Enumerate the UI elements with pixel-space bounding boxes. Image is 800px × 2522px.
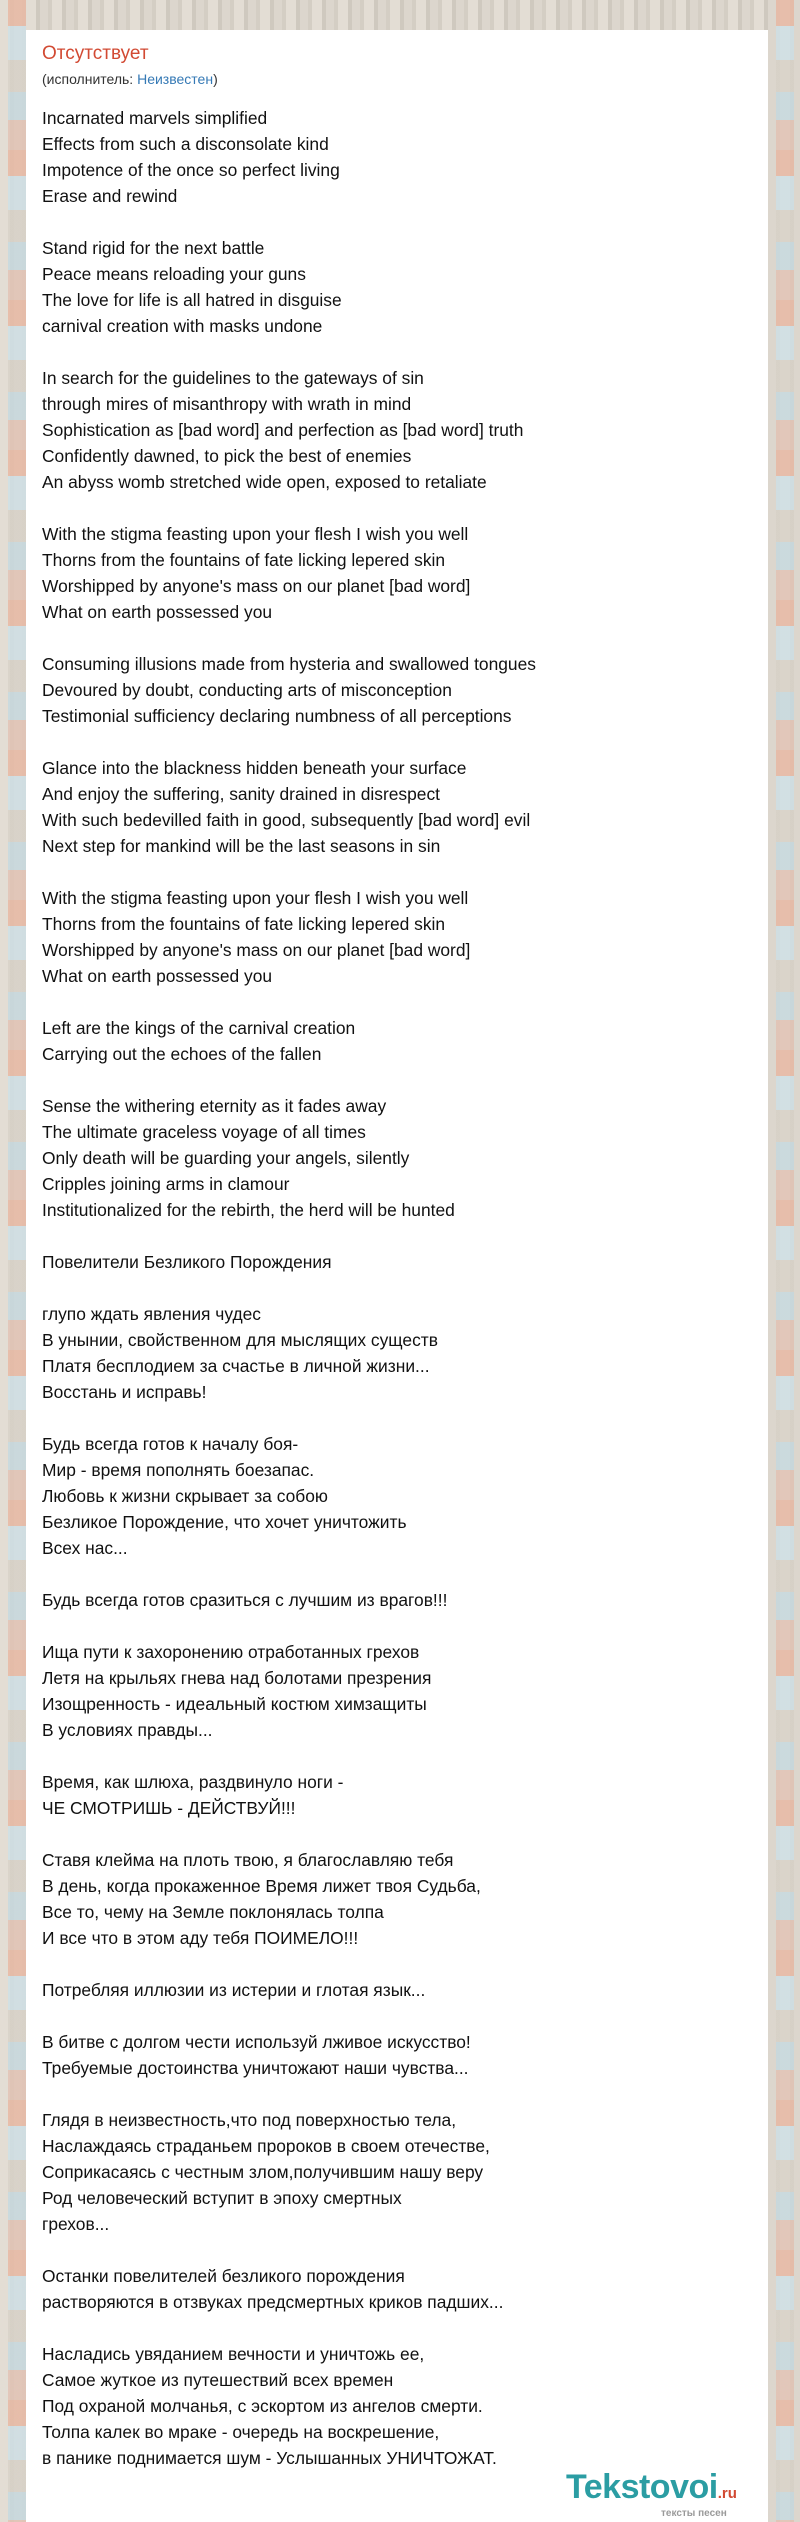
lyric-line: Безликое Порождение, что хочет уничтожить [42, 1512, 407, 1532]
lyric-line: Worshipped by anyone's mass on our planet [bad word] [42, 576, 471, 596]
lyric-line: Left are the kings of the carnival creation [42, 1018, 356, 1038]
stanza-gap [42, 1223, 742, 1249]
lyric-line: Соприкасаясь с честным злом,получившим нашу веру [42, 2162, 484, 2182]
stanza-gap [42, 339, 742, 365]
lyric-line: Thorns from the fountains of fate licking lepered skin [42, 550, 446, 570]
stanza-gap [42, 1275, 742, 1301]
lyric-line: Testimonial sufficiency declaring numbness of all perceptions [42, 706, 512, 726]
lyric-line: Потребляя иллюзии из истерии и глотая язык... [42, 1980, 426, 2000]
lyric-line: В день, когда прокаженное Время лижет твоя Судьба, [42, 1876, 481, 1896]
lyric-line: ЧЕ СМОТРИШЬ - ДЕЙСТВУЙ!!! [42, 1798, 296, 1818]
lyric-line: Next step for mankind will be the last seasons in sin [42, 836, 441, 856]
artist-line [42, 71, 218, 87]
song-title: Отсутствует [42, 43, 149, 64]
stanza-gap [42, 2081, 742, 2107]
artist-link[interactable]: Неизвестен [137, 71, 214, 87]
artist-suffix: ) [213, 71, 218, 87]
lyric-line: And enjoy the suffering, sanity drained in disrespect [42, 784, 440, 804]
lyric-line: Насладись увяданием вечности и уничтожь ее, [42, 2344, 425, 2364]
lyric-line: Ставя клейма на плоть твою, я благославляю тебя [42, 1850, 454, 1870]
lyric-line: An abyss womb stretched wide open, exposed to retaliate [42, 472, 487, 492]
lyric-line: Требуемые достоинства уничтожают наши чувства... [42, 2058, 469, 2078]
lyric-line: Sense the withering eternity as it fades away [42, 1096, 387, 1116]
stanza-gap [42, 989, 742, 1015]
lyric-line: Effects from such a disconsolate kind [42, 134, 329, 154]
stanza-gap [42, 2237, 742, 2263]
lyric-line: Платя бесплодием за счастье в личной жизни... [42, 1356, 430, 1376]
lyric-line: В битве с долгом чести используй лживое искусство! [42, 2032, 471, 2052]
lyric-line: Будь всегда готов к началу боя- [42, 1434, 299, 1454]
lyric-line: Devoured by doubt, conducting arts of misconception [42, 680, 452, 700]
lyric-line: Carrying out the echoes of the fallen [42, 1044, 322, 1064]
lyric-line: Impotence of the once so perfect living [42, 160, 340, 180]
lyric-line: Самое жуткое из путешествий всех времен [42, 2370, 394, 2390]
lyric-line: Мир - время пополнять боезапас. [42, 1460, 315, 1480]
lyric-line: В унынии, свойственном для мыслящих существ [42, 1330, 438, 1350]
lyric-line: Only death will be guarding your angels, silently [42, 1148, 410, 1168]
lyric-line: Останки повелителей безликого порождения [42, 2266, 405, 2286]
lyric-line: Род человеческий вступит в эпоху смертных [42, 2188, 402, 2208]
lyrics-sheet [26, 30, 768, 2522]
artist-prefix: (исполнитель: [42, 71, 138, 87]
lyric-line: И все что в этом аду тебя ПОИМЕЛО!!! [42, 1928, 359, 1948]
lyric-line: Thorns from the fountains of fate licking lepered skin [42, 914, 446, 934]
lyric-line: Worshipped by anyone's mass on our planet [bad word] [42, 940, 471, 960]
lyric-line: With the stigma feasting upon your flesh I wish you well [42, 888, 469, 908]
lyric-line: Время, как шлюха, раздвинуло ноги - [42, 1772, 344, 1792]
lyric-line: Восстань и исправь! [42, 1382, 207, 1402]
lyric-line: Под охраной молчанья, с эскортом из ангелов смерти. [42, 2396, 483, 2416]
stanza-gap [42, 1405, 742, 1431]
stanza-gap [42, 1561, 742, 1587]
lyric-line: The love for life is all hatred in disguise [42, 290, 342, 310]
lyric-line: Летя на крыльях гнева над болотами презрения [42, 1668, 432, 1688]
stanza-gap [42, 209, 742, 235]
lyric-line: What on earth possessed you [42, 602, 273, 622]
lyric-line: Все то, чему на Земле поклонялась толпа [42, 1902, 384, 1922]
stanza-gap [42, 1613, 742, 1639]
right-decorative-stripe [776, 0, 794, 2522]
lyric-line: Всех нас... [42, 1538, 128, 1558]
lyric-line: Cripples joining arms in clamour [42, 1174, 290, 1194]
stanza-gap [42, 1821, 742, 1847]
lyric-line: Изощренность - идеальный костюм химзащиты [42, 1694, 427, 1714]
lyric-line: Confidently dawned, to pick the best of enemies [42, 446, 412, 466]
lyric-line: What on earth possessed you [42, 966, 273, 986]
lyric-line: глупо ждать явления чудес [42, 1304, 261, 1324]
lyric-line: Наслаждаясь страданьем пророков в своем отечестве, [42, 2136, 490, 2156]
lyric-line: Peace means reloading your guns [42, 264, 306, 284]
lyric-line: through mires of misanthropy with wrath in mind [42, 394, 412, 414]
lyric-line: With such bedevilled faith in good, subsequently [bad word] evil [42, 810, 531, 830]
lyric-line: Ища пути к захоронению отработанных грехов [42, 1642, 420, 1662]
lyric-line: Glance into the blackness hidden beneath your surface [42, 758, 467, 778]
lyric-line: Повелители Безликого Порождения [42, 1252, 332, 1272]
left-decorative-stripe [8, 0, 26, 2522]
stanza-gap [42, 1951, 742, 1977]
logo-domain: .ru [717, 2485, 737, 2502]
lyric-line: The ultimate graceless voyage of all times [42, 1122, 366, 1142]
stanza-gap [42, 2315, 742, 2341]
lyric-line: В условиях правды... [42, 1720, 213, 1740]
logo-tagline: тексты песен [661, 2508, 727, 2519]
stanza-gap [42, 1743, 742, 1769]
lyric-line: растворяются в отзвуках предсмертных криков падших... [42, 2292, 504, 2312]
lyric-line: Любовь к жизни скрывает за собою [42, 1486, 328, 1506]
stanza-gap [42, 2003, 742, 2029]
stanza-gap [42, 859, 742, 885]
lyric-line: In search for the guidelines to the gateways of sin [42, 368, 424, 388]
lyric-line: в панике поднимается шум - Услышанных УНИЧТОЖАТ. [42, 2448, 497, 2468]
lyric-line: Sophistication as [bad word] and perfection as [bad word] truth [42, 420, 524, 440]
site-logo[interactable] [566, 2468, 737, 2519]
stanza-gap [42, 1067, 742, 1093]
lyric-line: With the stigma feasting upon your flesh I wish you well [42, 524, 469, 544]
logo-name: Tekstovoi [566, 2468, 718, 2506]
lyric-line: Consuming illusions made from hysteria and swallowed tongues [42, 654, 536, 674]
lyric-line: Глядя в неизвестность,что под поверхностью тела, [42, 2110, 457, 2130]
stanza-gap [42, 729, 742, 755]
lyric-line: Institutionalized for the rebirth, the herd will be hunted [42, 1200, 455, 1220]
lyric-line: Stand rigid for the next battle [42, 238, 265, 258]
lyric-line: Толпа калек во мраке - очередь на воскрешение, [42, 2422, 440, 2442]
lyric-line: Erase and rewind [42, 186, 178, 206]
stanza-gap [42, 495, 742, 521]
lyric-line: Incarnated marvels simplified [42, 108, 268, 128]
lyric-line: грехов... [42, 2214, 110, 2234]
stanza-gap [42, 625, 742, 651]
lyric-line: Будь всегда готов сразиться с лучшим из врагов!!! [42, 1590, 448, 1610]
lyrics-text [42, 105, 742, 2471]
lyric-line: carnival creation with masks undone [42, 316, 323, 336]
